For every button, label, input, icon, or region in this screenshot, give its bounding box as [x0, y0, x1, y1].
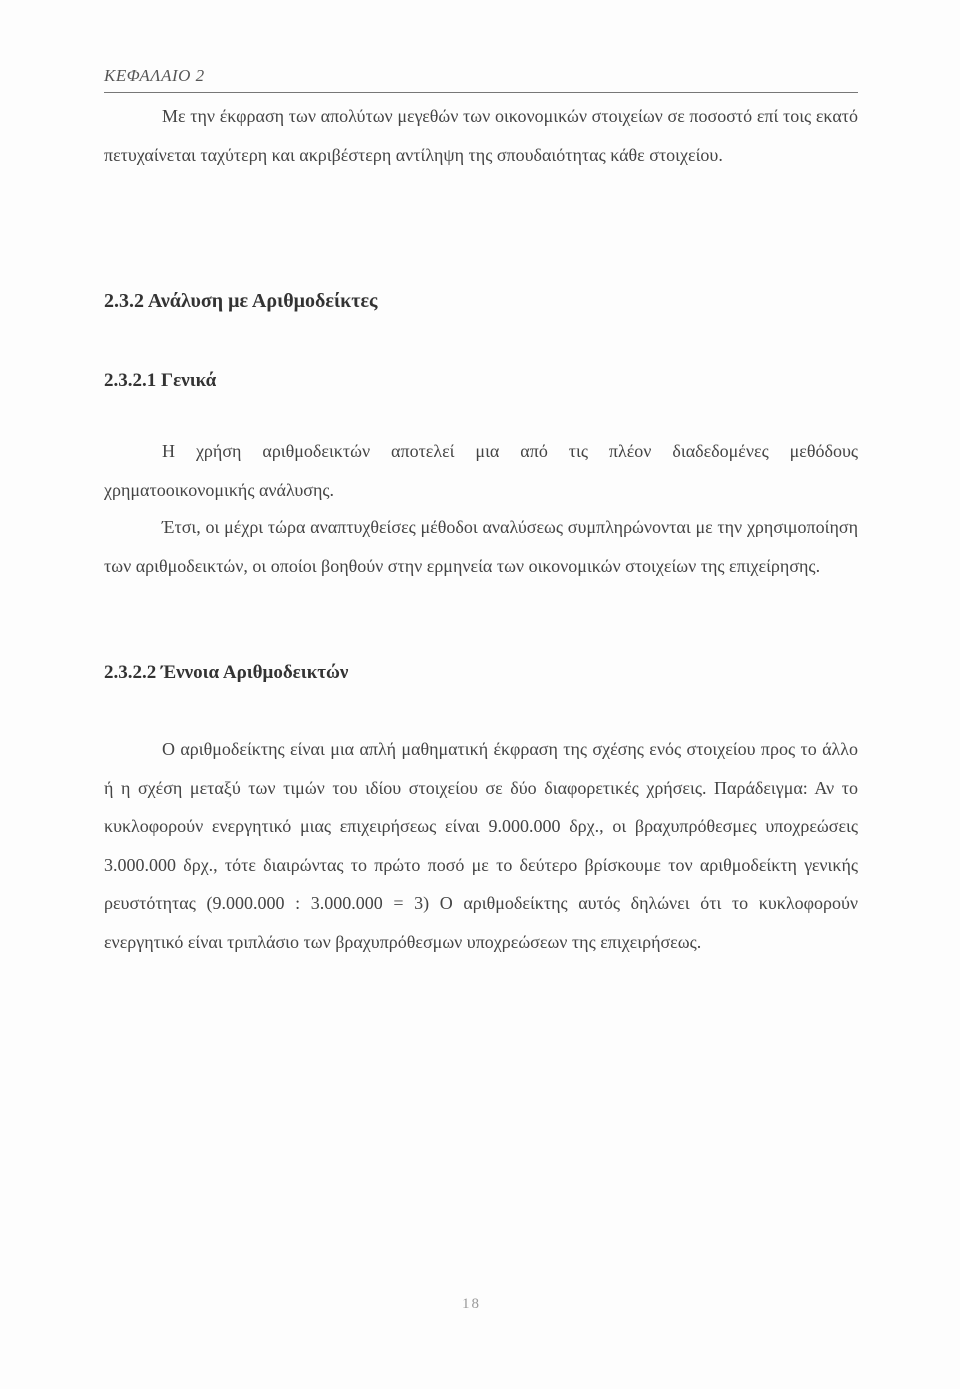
intro-text: Με την έκφραση των απολύτων μεγεθών των οικονομικών στοιχείων σε ποσοστό επί τοις εκατό πετυχαίνεται ταχύτερη και ακριβέστερη αντίληψη της σπουδαιότητας κάθε στοιχείου.: [104, 106, 858, 165]
chapter-header: ΚΕΦΑΛΑΙΟ 2: [104, 66, 205, 85]
page-number: 18: [462, 1296, 481, 1312]
general-text-2: Έτσι, οι μέχρι τώρα αναπτυχθείσες μέθοδοι αναλύσεως συμπληρώνονται με την χρησιμοποίηση των αριθμοδεικτών, οι οποίοι βοηθούν στην ερμηνεία των οικονομικών στοιχείων της επιχείρησης.: [104, 517, 858, 576]
section-heading: 2.3.2 Ανάλυση με Αριθμοδείκτες: [104, 290, 378, 312]
subsection-heading-general: 2.3.2.1 Γενικά: [104, 370, 217, 391]
intro-paragraph: [104, 97, 858, 174]
header-rule: [104, 92, 858, 93]
general-paragraph-2: [104, 508, 858, 585]
general-paragraph-1: [104, 432, 858, 509]
concept-paragraph: [104, 730, 858, 961]
concept-text: Ο αριθμοδείκτης είναι μια απλή μαθηματική έκφραση της σχέσης ενός στοιχείου προς το άλλο ή η σχέση μεταξύ των τιμών του ιδίου στοιχείου σε δύο διαφορετικές χρήσεις. Παράδειγμα: Αν το κυκλοφορούν ενεργητικό μιας επιχειρήσεως είναι 9.000.000 δρχ., οι βραχυπρόθεσμες υποχρεώσεις 3.000.000 δρχ., τότε διαιρώντας το πρώτο ποσό με το δεύτερο βρίσκουμε τον αριθμοδείκτη γενικής ρευστότητας (9.000.000 : 3.000.000 = 3) Ο αριθμοδείκτης αυτός δηλώνει ότι το κυκλοφορούν ενεργητικό είναι τριπλάσιο των βραχυπρόθεσμων υποχρεώσεων της επιχειρήσεως.: [104, 739, 858, 952]
general-text-1: Η χρήση αριθμοδεικτών αποτελεί μια από τις πλέον διαδεδομένες μεθόδους χρηματοοικονομικής ανάλυσης.: [104, 441, 858, 500]
subsection-heading-concept: 2.3.2.2 Έννοια Αριθμοδεικτών: [104, 662, 349, 683]
